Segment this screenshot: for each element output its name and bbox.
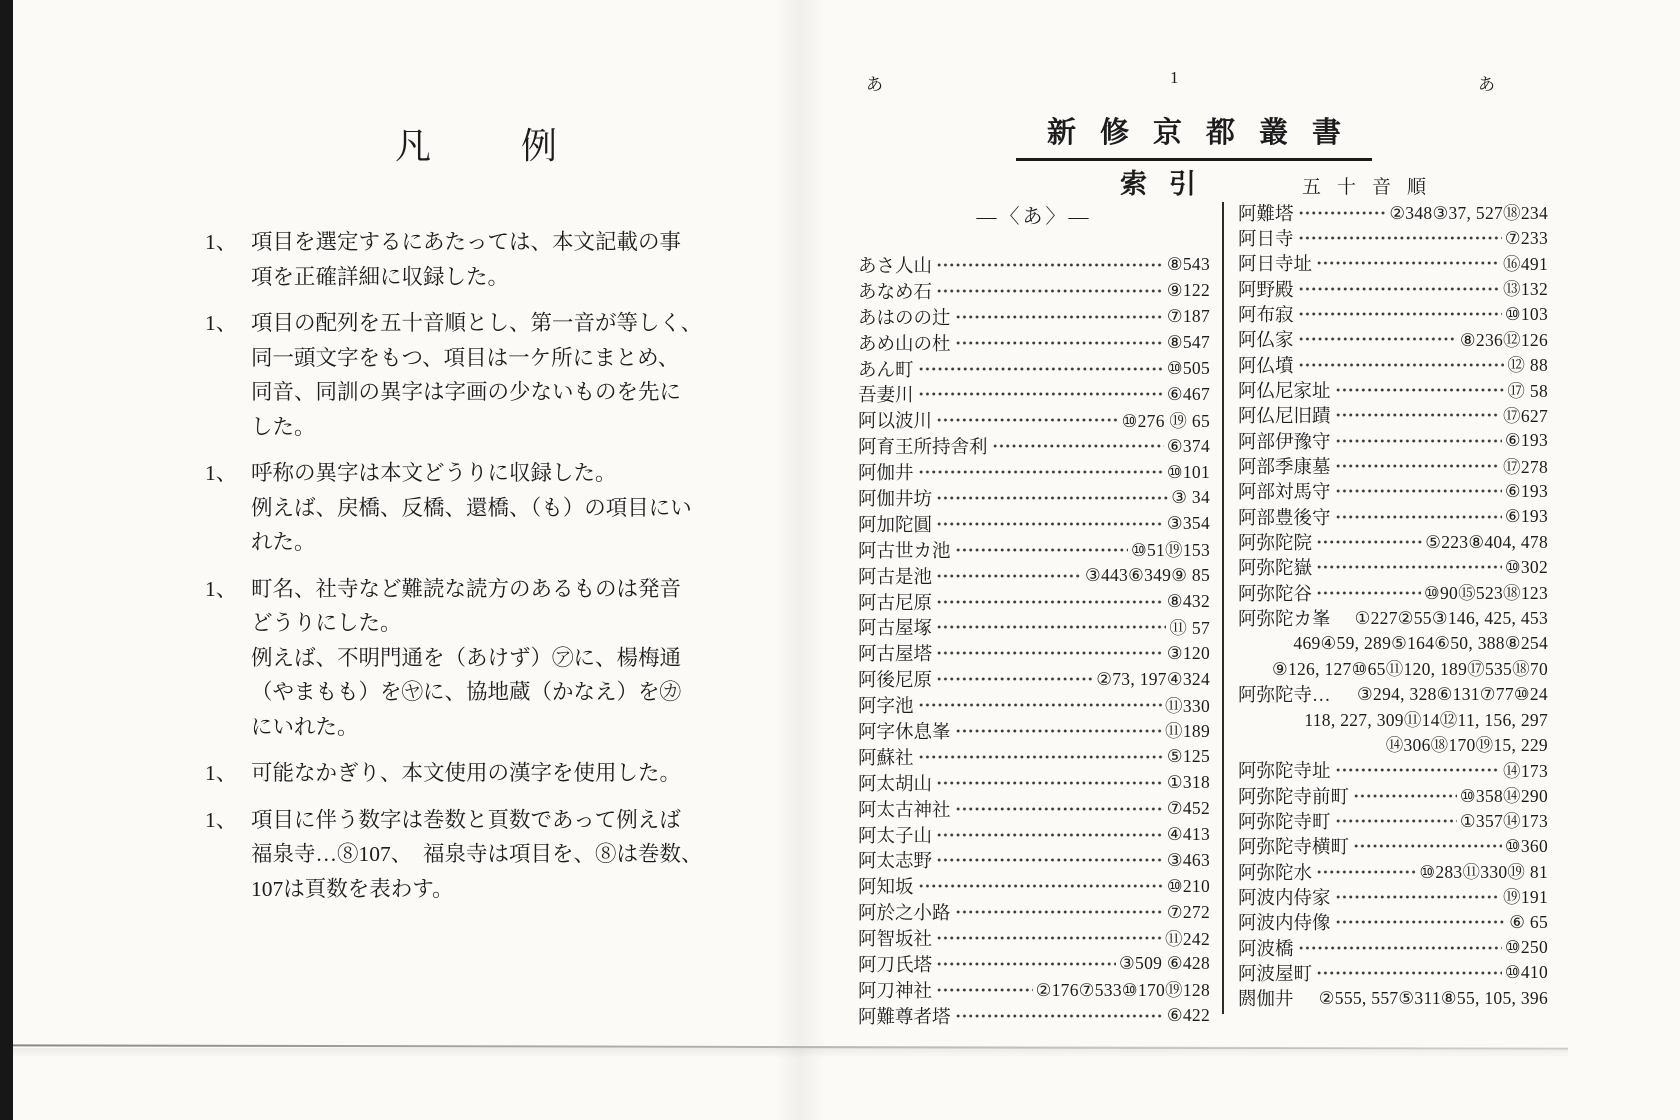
entry-name: あさ人山 — [858, 256, 933, 277]
page-bottom-shadow — [13, 1048, 1568, 1058]
entry-pages: ⑦272 — [1166, 901, 1210, 922]
entry-pages: ⑲191 — [1503, 887, 1548, 908]
entry-pages: ⑩250 — [1504, 937, 1548, 958]
entry-name: 阿日寺址 — [1238, 255, 1313, 276]
hanrei-text-line: 例えば、戻橋、反橋、還橋、（も）の項目にい — [251, 495, 692, 520]
series-title: 新修京都叢書 — [1016, 110, 1372, 161]
index-entry-row — [1238, 529, 1548, 554]
entry-name: 阿蘇社 — [858, 748, 914, 769]
entry-name: あなめ石 — [858, 282, 933, 303]
entry-pages: ⑥193 — [1504, 506, 1548, 527]
entry-pages: ⑬132 — [1503, 279, 1548, 300]
entry-pages: ⑩90⑮523⑱123 — [1424, 583, 1548, 604]
index-entry-row — [1238, 884, 1548, 909]
index-entry-row — [858, 330, 1210, 356]
index-entry-row — [1238, 352, 1548, 377]
hanrei-item-text — [251, 756, 753, 791]
book-spine-edge — [0, 0, 13, 1120]
index-entry-row — [858, 252, 1210, 278]
leader-dots — [935, 515, 1164, 533]
entry-name: 阿古屋塔 — [858, 645, 933, 666]
hanrei-item-text — [251, 306, 753, 444]
index-entry-row — [858, 537, 1210, 563]
hanrei-text-line: 同一頭文字をもつ、項目は一ケ所にまとめ、 — [251, 345, 680, 370]
entry-name: 阿加陀圓 — [858, 515, 933, 536]
hanrei-text-line: 可能なかぎり、本文使用の漢字を使用した。 — [251, 761, 682, 785]
entry-pages: ①318 — [1166, 772, 1210, 793]
leader-dots — [1334, 812, 1457, 830]
leader-dots — [935, 955, 1116, 973]
index-entry-row — [858, 873, 1210, 899]
index-entry-row — [1238, 910, 1548, 935]
leader-dots — [917, 877, 1164, 895]
index-entry-row — [858, 381, 1210, 407]
hanrei-item — [205, 803, 753, 907]
entry-pages: ③443⑥349⑨ 85 — [1084, 565, 1210, 586]
index-entry-row — [858, 692, 1210, 718]
entry-pages: ⑩410 — [1504, 962, 1548, 983]
entry-name: 阿刀神社 — [858, 981, 933, 1002]
entry-pages: ⑧236⑫126 — [1459, 329, 1548, 350]
leader-dots — [935, 929, 1162, 947]
entry-pages: ⑥422 — [1166, 1005, 1210, 1026]
index-entry-row — [1238, 428, 1548, 453]
index-entry-row — [1238, 935, 1548, 960]
entry-pages: ⑧432 — [1166, 591, 1210, 612]
index-entry-row — [858, 640, 1210, 666]
entry-pages: ⑭173 — [1503, 760, 1548, 781]
entry-pages: ⑪330 — [1165, 695, 1210, 716]
entry-name: 阿太志野 — [858, 852, 933, 873]
entry-name: 阿部対馬守 — [1238, 483, 1331, 504]
leader-dots — [935, 567, 1082, 585]
leader-dots — [954, 722, 1163, 740]
entry-pages: ②348③37, 527⑱234 — [1389, 203, 1548, 224]
index-column-right — [1238, 200, 1548, 1011]
entry-name: 阿弥陀寺横町 — [1238, 838, 1350, 859]
entry-pages: ⑥ 65 — [1509, 911, 1548, 932]
index-entry-row — [1238, 580, 1548, 605]
leader-dots — [1334, 406, 1501, 424]
index-entry-row — [1238, 251, 1548, 276]
leader-dots — [1297, 305, 1502, 323]
entry-pages: ⑩103 — [1504, 303, 1548, 324]
hanrei-text-line: 107は頁数を表わす。 — [251, 876, 454, 901]
leader-dots — [917, 696, 1163, 714]
index-entry-row — [1238, 225, 1548, 250]
leader-dots — [1315, 863, 1416, 881]
index-entry-row — [1238, 504, 1548, 529]
entry-name: 阿古是池 — [858, 567, 933, 588]
index-entry-row — [1238, 808, 1548, 833]
entry-name: 阿仏家 — [1238, 331, 1294, 352]
leader-dots — [1334, 457, 1501, 475]
hanrei-item-text — [251, 803, 753, 907]
entry-pages: ③509 ⑥428 — [1119, 953, 1210, 974]
entry-name: 阿弥陀寺… — [1238, 686, 1331, 707]
index-entry-row — [858, 356, 1210, 382]
leader-dots — [1315, 533, 1422, 551]
entry-name: 阿字池 — [858, 697, 914, 718]
entry-name: 阿部豊後守 — [1238, 508, 1331, 529]
leader-dots — [954, 800, 1164, 818]
entry-pages: ⑫ 88 — [1507, 355, 1548, 376]
index-entry-row — [1238, 986, 1548, 1011]
index-entry-row — [858, 770, 1210, 796]
hanrei-item-text — [251, 572, 753, 745]
entry-name: 阿弥陀院 — [1238, 534, 1313, 555]
entry-pages: ⑦187 — [1166, 306, 1210, 327]
entry-name: 吾妻川 — [858, 386, 914, 407]
hanrei-text-line: どうりにした。 — [251, 611, 402, 635]
hanrei-text-line: （やまもも）を㋳に、協地蔵（かなえ）を㋕ — [251, 680, 682, 704]
entry-pages: ⑥467 — [1166, 383, 1210, 404]
index-entry-row — [1238, 555, 1548, 580]
entry-pages: ⑦452 — [1166, 798, 1210, 819]
index-entry-row — [858, 847, 1210, 873]
running-head-kana-right: あ — [1478, 75, 1495, 94]
hanrei-text-line: 項目の配列を五十音順とし、第一音が等しく、 — [251, 311, 703, 335]
entry-name: 阿太子山 — [858, 826, 933, 847]
hanrei-text-line: 町名、社寺など難読な読方のあるものは発音 — [251, 576, 682, 601]
entry-pages: ⑧547 — [1166, 332, 1210, 353]
hanrei-text-line: 項目に伴う数字は巻数と頁数であって例えば — [251, 807, 681, 832]
leader-dots — [917, 748, 1164, 766]
entry-name: 阿難尊者塔 — [858, 1007, 951, 1028]
index-entry-row — [1238, 327, 1548, 352]
entry-pages: ③120 — [1166, 642, 1210, 663]
entry-pages: ⑰278 — [1503, 456, 1548, 477]
entry-name: 阿波橋 — [1238, 939, 1294, 960]
index-entry-row — [858, 925, 1210, 951]
entry-name: 阿弥陀寺町 — [1238, 812, 1331, 833]
hanrei-item — [205, 456, 753, 560]
index-columns — [858, 200, 1548, 1028]
index-entry-row — [1238, 783, 1548, 808]
entry-name: 阿難塔 — [1238, 204, 1294, 225]
index-entry-row — [1238, 403, 1548, 428]
entry-pages: ⑨126, 127⑩65⑪120, 189⑰535⑱70 — [1271, 659, 1548, 680]
entry-name: 阿古尼原 — [858, 593, 933, 614]
leader-dots — [991, 437, 1164, 455]
entry-pages: ⑭306⑱170⑲15, 229 — [1385, 735, 1548, 756]
index-entry-row — [1238, 200, 1548, 225]
index-entry-row — [858, 614, 1210, 640]
entry-pages: ⑪189 — [1165, 721, 1210, 742]
leader-dots — [1334, 508, 1502, 526]
section-label-a: ―〈あ〉― — [976, 206, 1092, 228]
entry-pages: ⑩276 ⑲ 65 — [1121, 410, 1210, 431]
index-entry-row — [858, 1003, 1210, 1029]
index-column-left — [858, 200, 1210, 1029]
hanrei-item — [205, 572, 753, 745]
leader-dots — [935, 256, 1164, 274]
entry-name: 阿弥陀寺前町 — [1238, 787, 1350, 808]
leader-dots — [917, 463, 1164, 481]
entry-name: 阿育王所持舎利 — [858, 438, 988, 459]
entry-pages: ②555, 557⑤311⑧55, 105, 396 — [1318, 987, 1548, 1008]
hanrei-title: 凡 例 — [394, 126, 563, 166]
entry-pages: ⑰627 — [1503, 405, 1548, 426]
index-entry-row — [858, 977, 1210, 1003]
index-entry-row — [1238, 606, 1548, 631]
entry-name: 阿日寺 — [1238, 230, 1294, 251]
leader-dots — [935, 489, 1168, 507]
index-entry-row — [1238, 453, 1548, 478]
index-entry-row — [858, 899, 1210, 925]
leader-dots — [954, 541, 1128, 559]
entry-name: あん町 — [858, 360, 914, 381]
entry-name: 阿波内侍家 — [1238, 888, 1331, 909]
leader-dots — [954, 1007, 1164, 1025]
entry-name: 阿太胡山 — [858, 774, 933, 795]
index-entry-row — [858, 951, 1210, 977]
leader-dots — [935, 851, 1164, 869]
entry-name: 阿知坂 — [858, 878, 914, 899]
entry-pages: ⑥193 — [1504, 480, 1548, 501]
hanrei-item-marker: 1、 — [205, 461, 238, 485]
hanrei-text-line: 例えば、不明門通を（あけず）㋐に、楊梅通 — [251, 645, 682, 670]
entry-name: あめ山の杜 — [858, 334, 951, 355]
entry-pages: 118, 227, 309⑪14⑫11, 156, 297 — [1304, 710, 1548, 731]
hanrei-item-marker: 1、 — [205, 311, 238, 335]
leader-dots — [1297, 229, 1502, 247]
entry-name: 阿弥陀カ峯 — [1238, 610, 1331, 631]
index-entry-row — [858, 563, 1210, 589]
index-entry-row — [1238, 276, 1548, 301]
hanrei-item-marker: 1、 — [205, 230, 238, 254]
entry-name: 阿伽井 — [858, 464, 914, 485]
leader-dots — [917, 360, 1164, 378]
index-entry-row — [1238, 682, 1548, 707]
hanrei-item — [205, 306, 753, 444]
entry-pages: ⑩302 — [1504, 556, 1548, 577]
entry-pages: ⑩505 — [1166, 358, 1210, 378]
entry-name: 阿野殿 — [1238, 280, 1294, 301]
entry-pages: ⑤125 — [1166, 746, 1210, 767]
index-entry-list-right — [1238, 200, 1548, 1011]
leader-dots — [1297, 204, 1387, 222]
entry-name: 阿弥陀寺址 — [1238, 762, 1331, 783]
index-entry-row — [1238, 960, 1548, 985]
index-entry-row — [1238, 707, 1548, 732]
index-entry-row — [858, 744, 1210, 770]
leader-dots — [935, 774, 1164, 792]
entry-name: 阿弥陀谷 — [1238, 584, 1313, 605]
leader-dots — [1315, 584, 1421, 602]
index-entry-row — [858, 511, 1210, 537]
entry-pages: ⑩210 — [1166, 875, 1210, 896]
leader-dots — [935, 981, 1033, 999]
entry-pages: ③354 — [1166, 513, 1210, 534]
entry-pages: ③463 — [1166, 849, 1210, 870]
page-gutter-shadow — [775, 0, 825, 1120]
entry-pages: ⑩101 — [1166, 461, 1210, 482]
entry-pages: ⑤223⑧404, 478 — [1425, 531, 1548, 552]
entry-name: 阿太古神社 — [858, 800, 951, 821]
leader-dots — [954, 334, 1164, 352]
index-entry-row — [858, 822, 1210, 848]
index-entry-row — [1238, 631, 1548, 656]
index-entry-row — [858, 278, 1210, 304]
entry-pages: ⑪ 57 — [1169, 617, 1210, 638]
entry-name: 阿布寂 — [1238, 306, 1294, 327]
entry-name: 阿仏尼旧蹟 — [1238, 407, 1331, 428]
entry-pages: 469④59, 289⑤164⑥50, 388⑧254 — [1293, 633, 1548, 654]
hanrei-text-line: にいれた。 — [251, 714, 359, 739]
index-entry-row — [858, 485, 1210, 511]
index-entry-row — [858, 718, 1210, 744]
entry-name: 阿以波川 — [858, 412, 933, 433]
leader-dots — [1315, 254, 1500, 272]
entry-pages: ⑩51⑲153 — [1130, 540, 1210, 561]
gojuon-order-label: 五十音順 — [1302, 177, 1443, 198]
leader-dots — [935, 644, 1164, 662]
entry-pages: ①227②55③146, 425, 453 — [1354, 607, 1548, 628]
index-entry-row — [858, 407, 1210, 433]
index-entry-row — [1238, 758, 1548, 783]
entry-pages: ⑨122 — [1166, 280, 1210, 301]
index-entry-row — [858, 796, 1210, 822]
column-divider-rule — [1222, 202, 1224, 1014]
entry-pages: ⑩358⑭290 — [1459, 786, 1548, 807]
hanrei-text-line: 項を正確詳細に収録した。 — [251, 264, 510, 289]
leader-dots — [1334, 913, 1507, 931]
entry-name: 阿弥陀水 — [1238, 863, 1313, 884]
hanrei-text-line: 福泉寺…⑧107、 福泉寺は項目を、⑧は巻数、 — [251, 842, 703, 866]
leader-dots — [1297, 939, 1502, 957]
entry-pages: ⑪242 — [1165, 928, 1210, 949]
entry-name: 阿字休息峯 — [858, 722, 951, 743]
index-entry-row — [858, 433, 1210, 459]
index-heading: 索引 — [1120, 169, 1218, 199]
entry-name: 阿古世カ池 — [858, 541, 951, 562]
index-entry-row — [1238, 377, 1548, 402]
hanrei-item-marker: 1、 — [205, 807, 238, 832]
hanrei-text-line: 同音、同訓の異字は字画の少ないものを先に — [251, 380, 682, 404]
hanrei-text-line: 項目を選定するにあたっては、本文記載の事 — [251, 230, 682, 254]
hanrei-item-text — [251, 225, 753, 294]
hanrei-text-line: れた。 — [251, 530, 316, 554]
leader-dots — [1334, 761, 1501, 779]
entry-name: 阿波内侍像 — [1238, 914, 1331, 935]
entry-pages: ⑧543 — [1166, 254, 1210, 275]
leader-dots — [1334, 482, 1502, 500]
entry-pages: ②73, 197④324 — [1096, 668, 1210, 689]
index-entry-row — [1238, 859, 1548, 884]
entry-pages: ⑩360 — [1504, 835, 1548, 856]
leader-dots — [1297, 280, 1501, 298]
index-entry-row — [1238, 732, 1548, 757]
hanrei-text-line: した。 — [251, 414, 316, 439]
leader-dots — [1315, 558, 1502, 576]
hanrei-text-line: 呼称の異字は本文どうりに収録した。 — [251, 461, 617, 485]
index-entry-row — [1238, 834, 1548, 859]
entry-pages: ②176⑦533⑩170⑲128 — [1035, 980, 1210, 1001]
leader-dots — [954, 308, 1164, 326]
entry-name: 阿仏墳 — [1238, 356, 1294, 377]
index-entry-row — [1238, 479, 1548, 504]
entry-name: 阿部季康墓 — [1238, 458, 1331, 479]
index-entry-list-left — [858, 252, 1210, 1029]
entry-name: 阿於之小路 — [858, 904, 951, 925]
index-entry-row — [858, 666, 1210, 692]
entry-pages: ⑰ 58 — [1507, 380, 1548, 401]
leader-dots — [1315, 964, 1502, 982]
entry-name: 阿波屋町 — [1238, 964, 1313, 985]
hanrei-item — [205, 225, 753, 294]
leader-dots — [1297, 330, 1457, 348]
index-entry-row — [858, 304, 1210, 330]
leader-dots — [935, 670, 1093, 688]
entry-name: 阿刀氏塔 — [858, 956, 933, 976]
entry-pages: ③294, 328⑥131⑦77⑩24 — [1357, 683, 1548, 704]
entry-pages: ⑦233 — [1504, 227, 1548, 248]
entry-pages: ⑯491 — [1503, 253, 1548, 274]
leader-dots — [1297, 356, 1505, 374]
entry-name: 阿古屋塚 — [858, 619, 933, 640]
entry-pages: ④413 — [1166, 824, 1210, 845]
entry-name: 阿智坂社 — [858, 930, 933, 951]
leader-dots — [1334, 381, 1505, 399]
running-head-kana-left: あ — [866, 75, 883, 94]
hanrei-item-text — [251, 456, 753, 560]
leader-dots — [954, 903, 1164, 921]
page-number: 1 — [1170, 68, 1179, 87]
index-entry-row — [1238, 301, 1548, 326]
index-entry-row — [858, 589, 1210, 615]
leader-dots — [935, 593, 1164, 611]
entry-pages: ⑩283⑪330⑲ 81 — [1419, 862, 1548, 883]
leader-dots — [1334, 432, 1502, 450]
entry-pages: ⑥374 — [1166, 435, 1210, 456]
entry-pages: ⑥193 — [1504, 430, 1548, 451]
entry-name: 阿部伊豫守 — [1238, 432, 1331, 453]
leader-dots — [917, 385, 1164, 403]
index-entry-row — [1238, 656, 1548, 681]
entry-name: 閼伽井 — [1238, 990, 1294, 1011]
index-entry-row — [858, 459, 1210, 485]
hanrei-item — [205, 756, 753, 791]
hanrei-page — [205, 118, 753, 918]
leader-dots — [935, 826, 1164, 844]
leader-dots — [1352, 837, 1502, 855]
entry-pages: ①357⑭173 — [1459, 811, 1548, 832]
leader-dots — [935, 618, 1166, 636]
leader-dots — [935, 411, 1119, 429]
entry-name: あはのの辻 — [858, 308, 951, 329]
entry-name: 阿伽井坊 — [858, 489, 933, 510]
entry-name: 阿弥陀嶽 — [1238, 559, 1313, 580]
hanrei-item-list — [205, 225, 753, 906]
leader-dots — [935, 282, 1164, 300]
hanrei-item-marker: 1、 — [205, 576, 238, 601]
leader-dots — [1334, 888, 1501, 906]
entry-pages: ③ 34 — [1171, 487, 1210, 508]
hanrei-item-marker: 1、 — [205, 761, 238, 785]
entry-name: 阿仏尼家址 — [1238, 382, 1331, 403]
leader-dots — [1352, 787, 1457, 805]
entry-name: 阿後尼原 — [858, 671, 933, 692]
